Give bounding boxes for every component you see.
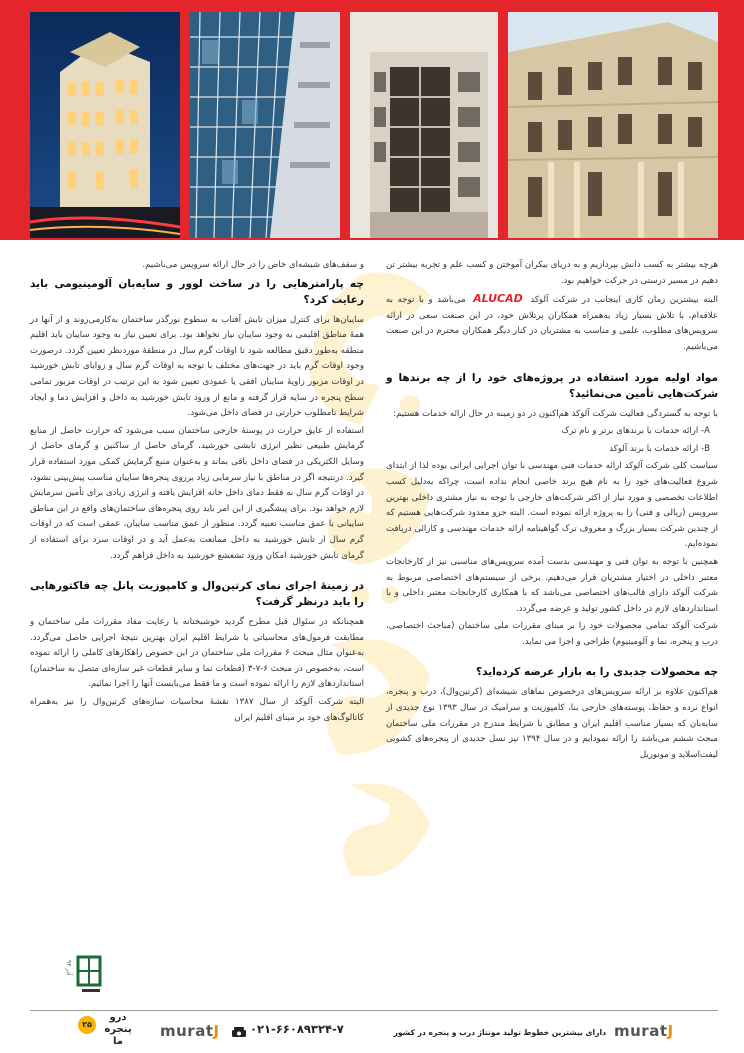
glass-tower-photo <box>190 12 340 238</box>
paragraph <box>386 291 718 355</box>
article-column-left <box>30 258 364 728</box>
brand-text: murat <box>160 1022 214 1040</box>
paragraph-text: البته بیشترین زمان کاری اینجانب در شرکت آلوکد <box>530 295 719 306</box>
paragraph: با توجه به گستردگی فعالیت شرکت آلوکد هم‌اکنون در دو زمینه در حال ارائه خدمات هستیم: <box>393 408 718 419</box>
section-heading: مواد اولیه مورد استفاده در پروژه‌های خود را از چه برندها و شرکت‌هایی تأمین می‌نمائید؟ <box>386 371 718 400</box>
section-heading: در زمینهٔ اجرای نمای کرتین‌وال و کامپوزیت پانل چه فاکتورهایی را باید درنظر گرفت؟ <box>30 580 364 609</box>
paragraph: سایبان‌ها برای کنترل میزان تابش آفتاب به سطوح نورگذر ساختمان به‌کارمی‌روند و از آنها در همهٔ مناطق اقلیمی به وجود سایبان نیاز نخواهد بود. برای تعیین نیاز به وجود سایبان باید اقلیم منطقه به‌طور دقیق مطالعه شود تا اوقات گرم سال در منطقهٔ موردنظر تعیین گردد. درصورت وجود اوقات گرم باید در جهت‌های مختلف با توجه به اوقات گرم سال و زوایای تابش خورشید در اوقات مزبور زاویهٔ سایبان افقی یا عمودی تعیین شود به این ترتیب در اوقات مزبور تمامی سطح پنجره در سایه قرار گرفته و مانع از ورود تابش خورشید به داخل و افزایش دما و ایجاد شرایط نامطلوب حرارتی در فضای داخل می‌شود. <box>30 314 364 419</box>
murat-logo <box>614 1022 674 1040</box>
article-column-right <box>386 258 718 765</box>
footer-tagline: دارای بیشترین خطوط تولید مونتاژ درب و پنجره در کشور <box>393 1028 606 1037</box>
list-item: A- ارائه خدمات با برندهای برتر و نام ترک <box>561 426 710 437</box>
paragraph: سیاست کلی شرکت آلوکد ارائه خدمات فنی مهندسی با توان اجرایی ایرانی بوده لذا از ابتدای شروع فعالیت‌های خود را به نام هیچ برند خاصی انجام نداده است، چراکه به‌دلیل کسب اطلاعات تخصصی و مورد نیاز از اکثر شرکت‌های خارجی با توجه به نیاز مشتری داخلی بهترین سرویس (ریالی و فنی) را به پروژه ارائه نموده است. البته جزو معدود شرکت‌هایی هستیم که از چندین شرکت بسیار بزرگ و معروف ترک گواهینامه ارائه خدمات مهندسی و کارائی دریافت نموده‌ایم. <box>386 461 718 550</box>
issue-label: آذر ۹۴ <box>65 960 72 976</box>
murat-logo <box>160 1022 220 1040</box>
list-item: B- ارائه خدمات با برند آلوکد <box>609 443 710 454</box>
brand-accent: J <box>213 1022 220 1040</box>
paragraph: همچنین با توجه به توان فنی و مهندسی بدست آمده سرویس‌های مناسبی نیز از کارخانجات معتبر داخلی در اختیار مشتریان قرار می‌دهیم. برخی از سیستم‌های اختصاصی مربوط به شرکت آلوکد دارای قالب‌های اختصاصی می‌باشد که با همکاری کارخانجات معتبر داخلی و با استانداردهای لازم در داخل کشور تولید و عرضه می‌گردد. <box>386 556 718 614</box>
paragraph: استفاده از عایق حرارت در پوستهٔ خارجی ساختمان سبب می‌شود که حرارت حاصل از منابع گرمایش طبیعی نظیر انرژی تابشی خورشید، گرمای حاصل از ساکنین و گرمای حاصل از وسایل الکتریکی در فضای داخل باقی بماند و به‌عنوان منبع گرمایش کمکی مورد استفاده قرار گیرد. درنتیجه اگر در مناطق با نیاز سرمایی زیاد برروی پنجره‌ها سایبان مناسب پیش‌بینی نشود، در اوقات گرم سال نه فقط دمای داخل خانه افزایش یافته و انرژی زیادی برای تأمین سرمایش لازم خواهد بود. برای پیشگیری از این امر باید روی پنجره‌های ساختمان‌های واقع در این مناطق سایبانی با عمق مناسب تعبیه گردد. منظور از عمق مناسب سایبان، عمقی است که در اوقات گرم سال از تابش خورشید به داخل ممانعت به‌عمل آید و در اوقات سرد برای استفاده از گرمای تابش خورشید امکان ورود تشعشع خورشید به داخل فراهم گردد. <box>30 425 364 561</box>
paragraph: البته شرکت آلوکد از سال ۱۳۸۷ نقشهٔ محاسبات سازه‌های کرتین‌وال را نیز به‌همراه کاتالوگ‌های خود بر مبنای اقلیم ایران <box>30 697 364 723</box>
page-number: ۲۵ <box>78 1016 96 1034</box>
brand-text: murat <box>614 1022 668 1040</box>
phone-number: ۰۲۱-۶۶۰۸۹۳۲۴-۷ <box>250 1022 344 1036</box>
footer-divider <box>30 1010 718 1011</box>
classic-facade-photo <box>508 12 718 238</box>
paragraph: هم‌اکنون علاوه بر ارائه سرویس‌های درخصوص نماهای شیشه‌ای (کرتین‌وال)، درب و پنجره، انواع نرده و حفاظ، پوسته‌های خارجی بنا، کامپوزیت و سرامیک در سال ۱۳۹۳ نوع جدیدی از سایه‌بان که بسیار مناسب اقلیم ایران و مطابق با شرایط مندرج در مقررات ملی ساختمان مبحث ششم می‌باشد را ارائه نمودایم و در سال ۱۳۹۴ نیز نسل جدیدی از پنجره‌های کشویی لیفت‌اسلاید و مونوریل <box>386 687 718 760</box>
paragraph: شرکت آلوکد تمامی محصولات خود را بر مبنای مقررات ملی ساختمان (مباحث اختصاصی، درب و پنجره، نما و آلومینیوم) طراحی و اجرا می نماید. <box>386 621 718 647</box>
building-night-photo <box>30 12 180 238</box>
window-logo-icon <box>74 953 108 1005</box>
paragraph-text: می‌باشد و با توجه به علاقه‌ام، با تلاش بسیار زیاد به‌همراه همکاران پرتلاش خود، در این صنعت سعی در ارائه سرویس‌های مطلوب، علمی و مناسب به مشتریان در کنار دیگر همکاران محترم در این صنعت می‌باشیم. <box>386 295 718 352</box>
section-heading: چه پارامترهایی را در ساخت لوور و سایه‌بان آلومینیومی باید رعایت کرد؟ <box>30 277 364 306</box>
modern-facade-photo <box>350 12 498 238</box>
alucad-logo: ALUCAD <box>473 292 523 306</box>
paragraph: هرچه بیشتر به کسب دانش بپردازیم و به دریای بیکران آموختن و کسب علم و تجربه بیشتر تن دهیم در مسیر درستی در حرکت خواهیم بود. <box>386 260 718 286</box>
brand-accent: J <box>667 1022 674 1040</box>
paragraph: و سقف‌های شیشه‌ای خاص را در حال ارائه سرویس می‌باشیم. <box>142 260 364 270</box>
paragraph: همچنانکه در سئوال قبل مطرح گردید خوشبختانه با رعایت مفاد مقررات ملی ساختمان و مطابقت فرمول‌های محاسباتی با شرایط اقلیم ایران بهترین نتیجهٔ اجرایی حاصل می‌گردد. به‌عنوان مثال مبحث ۶ مقررات ملی ساختمان در این خصوص راهکارهای کاملی را ارائه نموده است، به‌خصوص در مبحث ۶-۷-۳ (قطعات نما و سایر قطعات غیر سازه‌ای متصل به ساختمان) استانداردهای لازم را ارائه نموده است و ما فقط می‌بایست آنها را اجرا نمائیم. <box>30 617 364 690</box>
phone-icon <box>232 1027 246 1037</box>
magazine-name: درو پنجره ما <box>104 1012 132 1047</box>
section-heading: چه محصولات جدیدی را به بازار عرضه کرده‌اید؟ <box>476 666 718 679</box>
